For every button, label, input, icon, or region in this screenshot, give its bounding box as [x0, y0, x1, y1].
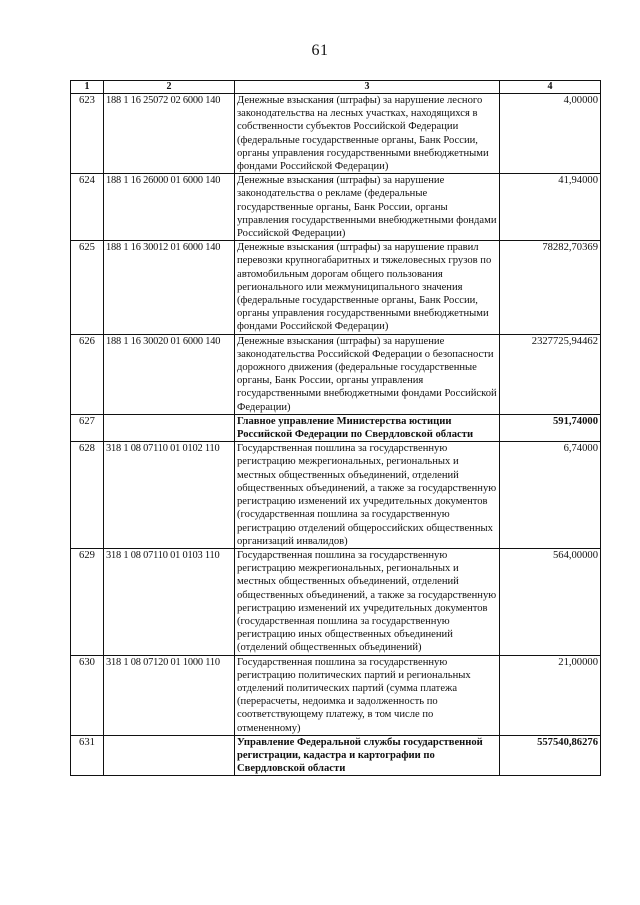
row-number: 623	[71, 94, 104, 174]
table-row	[71, 655, 601, 735]
row-description: Государственная пошлина за государственную регистрацию политических партий и региональных отделений политических партий (сумма платежа (перерасчеты, недоимка и задолженность по соответствующему платежу, в том числе по отмененному)	[235, 655, 500, 735]
organization-name: Главное управление Министерства юстиции Российской Федерации по Свердловской области	[235, 414, 500, 441]
row-number: 630	[71, 655, 104, 735]
organization-row	[71, 735, 601, 776]
row-amount: 4,00000	[500, 94, 601, 174]
budget-code: 318 1 08 07110 01 0102 110	[104, 442, 235, 549]
organization-name: Управление Федеральной службы государственной регистрации, кадастра и картографии по Свердловской области	[235, 735, 500, 776]
row-description: Государственная пошлина за государственную регистрацию межрегиональных, региональных и местных общественных объединений, отделений общественных объединений, а также за государственную регистрацию изменений их учредительных документов (государственная пошлина за государственную регистрацию иных общественных объединений (отделений общественных объединений)	[235, 548, 500, 655]
column-header-2: 2	[104, 81, 235, 94]
column-header-1: 1	[71, 81, 104, 94]
row-amount: 78282,70369	[500, 241, 601, 334]
header-row	[71, 81, 601, 94]
row-number: 628	[71, 442, 104, 549]
table-row	[71, 442, 601, 549]
row-amount: 564,00000	[500, 548, 601, 655]
row-number: 625	[71, 241, 104, 334]
budget-code	[104, 735, 235, 776]
row-description: Денежные взыскания (штрафы) за нарушение лесного законодательства на лесных участках, находящихся в собственности субъектов Российской Федерации (федеральные государственные органы, Банк России, органы управления государственными внебюджетными фондами Российской Федерации)	[235, 94, 500, 174]
row-number: 631	[71, 735, 104, 776]
row-amount: 21,00000	[500, 655, 601, 735]
table-row	[71, 334, 601, 414]
budget-code: 188 1 16 25072 02 6000 140	[104, 94, 235, 174]
row-number: 629	[71, 548, 104, 655]
budget-code: 318 1 08 07120 01 1000 110	[104, 655, 235, 735]
row-amount: 41,94000	[500, 174, 601, 241]
budget-code	[104, 414, 235, 441]
page-number: 61	[311, 42, 329, 59]
budget-code: 188 1 16 26000 01 6000 140	[104, 174, 235, 241]
row-description: Государственная пошлина за государственную регистрацию межрегиональных, региональных и местных общественных объединений, отделений общественных объединений, а также за государственную регистрацию изменений их учредительных документов (государственная пошлина за государственную регистрацию отделений общероссийских общественных организаций инвалидов)	[235, 442, 500, 549]
table-row	[71, 94, 601, 174]
row-number: 624	[71, 174, 104, 241]
row-amount: 2327725,94462	[500, 334, 601, 414]
budget-table	[70, 80, 601, 776]
budget-code: 318 1 08 07110 01 0103 110	[104, 548, 235, 655]
organization-total: 591,74000	[500, 414, 601, 441]
organization-row	[71, 414, 601, 441]
row-description: Денежные взыскания (штрафы) за нарушение законодательства Российской Федерации о безопасности дорожного движения (федеральные государственные органы, Банк России, органы управления государственными внебюджетными фондами Российской Федерации)	[235, 334, 500, 414]
budget-code: 188 1 16 30012 01 6000 140	[104, 241, 235, 334]
table-row	[71, 241, 601, 334]
table-row	[71, 548, 601, 655]
column-header-3: 3	[235, 81, 500, 94]
row-number: 626	[71, 334, 104, 414]
row-description: Денежные взыскания (штрафы) за нарушение правил перевозки крупногабаритных и тяжеловесных грузов по автомобильным дорогам общего пользования регионального или межмуниципального значения (федеральные государственные органы, Банк России, органы управления государственными внебюджетными фондами Российской Федерации)	[235, 241, 500, 334]
table-row	[71, 174, 601, 241]
budget-code: 188 1 16 30020 01 6000 140	[104, 334, 235, 414]
organization-total: 557540,86276	[500, 735, 601, 776]
column-header-4: 4	[500, 81, 601, 94]
row-amount: 6,74000	[500, 442, 601, 549]
row-number: 627	[71, 414, 104, 441]
row-description: Денежные взыскания (штрафы) за нарушение законодательства о рекламе (федеральные государственные органы, Банк России, органы управления государственными внебюджетными фондами Российской Федерации)	[235, 174, 500, 241]
